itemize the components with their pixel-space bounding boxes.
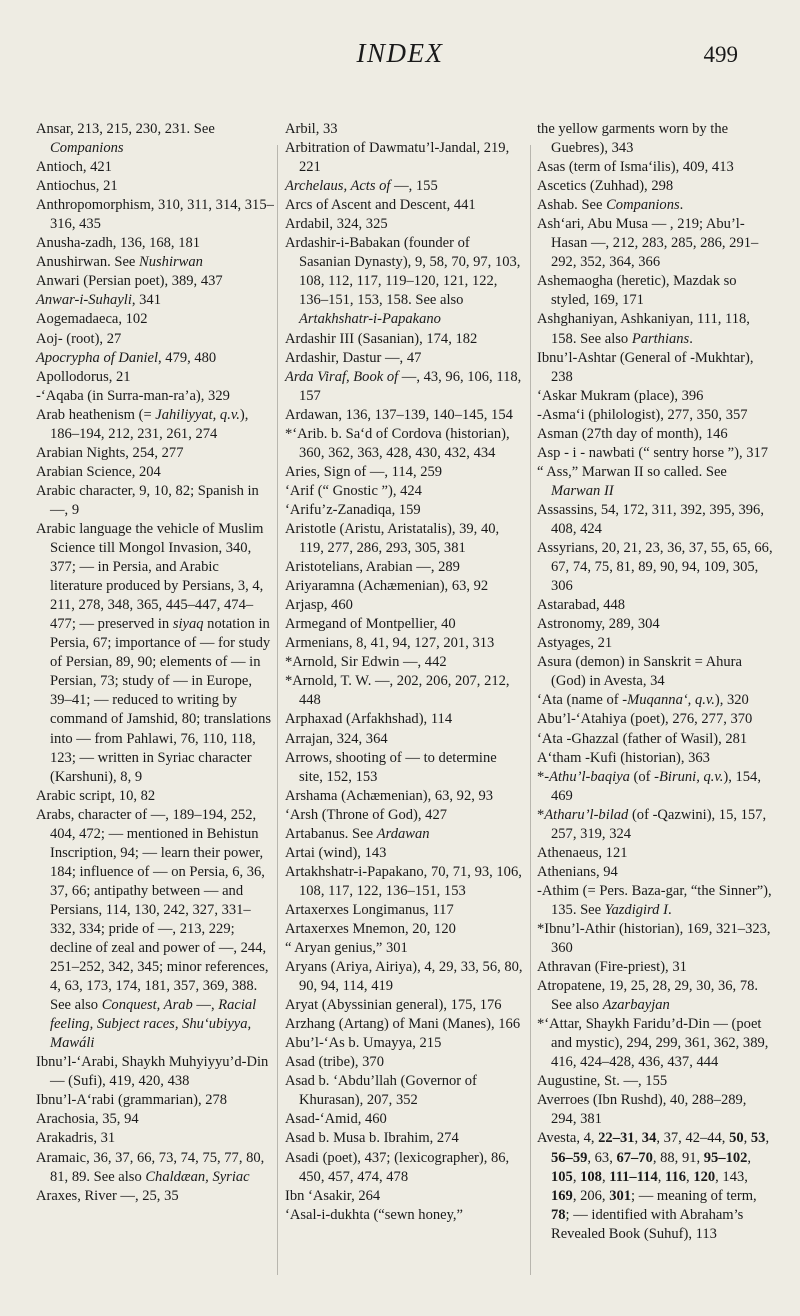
index-entry: Ashghaniyan, Ashkaniyan, 111, 118, 158. See also Parthians. [537,311,750,347]
index-entry: Asad b. ‘Abdu’llah (Governor of Khurasan), 207, 352 [285,1073,477,1109]
index-entry: Asad (tribe), 370 [285,1054,384,1071]
index-entry: Arabian Science, 204 [36,463,161,480]
index-entry: Ash‘ari, Abu Musa — , 219; Abu’l-Hasan —, 212, 283, 285, 286, 291–292, 352, 364, 366 [537,216,759,271]
index-entry: the yellow garments worn by the Guebres), 343 [537,121,729,157]
index-entry: Anusha-zadh, 136, 168, 181 [36,235,201,252]
index-entry: Ascetics (Zuhhad), 298 [537,178,674,195]
index-entry: Asad-‘Amid, 460 [285,1111,387,1128]
index-entry: “ Aryan genius,” 301 [285,940,408,957]
index-entry: Arachosia, 35, 94 [36,1111,139,1128]
index-entry: Antiochus, 21 [36,178,118,195]
index-entry: Athenians, 94 [537,863,618,880]
index-entry: Aries, Sign of —, 114, 259 [285,463,443,480]
index-entry: ‘Arif (“ Gnostic ”), 424 [285,482,422,499]
column-divider [277,145,278,1275]
index-entry: ‘Askar Mukram (place), 396 [537,387,704,404]
index-entry: ‘Arifu’z-Zanadiqa, 159 [285,501,421,518]
index-entry: Anushirwan. See Nushirwan [36,254,203,271]
index-entry: Aogemadaeca, 102 [36,311,148,328]
index-entry: Aryat (Abyssinian general), 175, 176 [285,997,502,1014]
index-entry: Athenaeus, 121 [537,844,628,861]
index-entry: Arbil, 33 [285,121,338,137]
index-entry: Astarabad, 448 [537,597,626,614]
index-entry: Ardawan, 136, 137–139, 140–145, 154 [285,406,513,423]
index-entry: *-Athu’l-baqiya (of -Biruni, q.v.), 154, 469 [537,768,761,804]
index-entry: Artaxerxes Mnemon, 20, 120 [285,920,456,937]
index-entry: Ansar, 213, 215, 230, 231. See Companions [36,121,215,157]
index-entry: Ibnu’l-‘Arabi, Shaykh Muhyiyyu’d-Din — (Sufi), 419, 420, 438 [36,1054,269,1090]
index-entry: ‘Arsh (Throne of God), 427 [285,806,447,823]
index-entry: -Athim (= Pers. Baza-gar, “the Sinner”), 135. See Yazdigird I. [537,882,772,918]
index-entry: Asman (27th day of month), 146 [537,425,728,442]
index-entry: Ardashir, Dastur —, 47 [285,349,422,366]
index-entry: *‘Attar, Shaykh Faridu’d-Din — (poet and mystic), 294, 299, 361, 362, 389, 416, 424–428, 436, 437, 444 [537,1016,769,1071]
index-entry: Apocrypha of Daniel, 479, 480 [36,349,217,366]
index-entry: Atropatene, 19, 25, 28, 29, 30, 36, 78. See also Azarbayjan [537,978,759,1014]
index-entry: Astronomy, 289, 304 [537,616,660,633]
index-entry: Aramaic, 36, 37, 66, 73, 74, 75, 77, 80, 81, 89. See also Chaldæan, Syriac [36,1149,265,1185]
index-column-2 [285,120,523,1225]
index-entry: Artakhshatr-i-Papakano, 70, 71, 93, 106, 108, 117, 122, 136–151, 153 [285,863,522,899]
index-entry: Arrows, shooting of — to determine site, 152, 153 [285,749,497,785]
index-entry: Arshama (Achæmenian), 63, 92, 93 [285,787,494,804]
index-entry: Arda Viraf, Book of —, 43, 96, 106, 118, 157 [285,368,522,404]
index-entry: *Atharu’l-bilad (of -Qazwini), 15, 157, 257, 319, 324 [537,806,767,842]
index-entry: Arabian Nights, 254, 277 [36,444,184,461]
index-entry: Anwari (Persian poet), 389, 437 [36,273,223,290]
index-entry: Arab heathenism (= Jahiliyyat, q.v.), 186–194, 212, 231, 261, 274 [36,406,249,442]
page-header [0,36,800,76]
index-entry: “ Ass,” Marwan II so called. See Marwan II [537,463,727,499]
index-entry: Ibnu’l-Ashtar (General of -Mukhtar), 238 [537,349,754,385]
index-entry: Armegand of Montpellier, 40 [285,616,456,633]
index-entry: A‘tham -Kufi (historian), 363 [537,749,710,766]
index-entry: Ibn ‘Asakir, 264 [285,1187,381,1204]
index-entry: Arbitration of Dawmatu’l-Jandal, 219, 221 [285,140,510,176]
index-entry: Arjasp, 460 [285,597,353,614]
index-entry: Antioch, 421 [36,159,112,176]
index-entry: Arabic character, 9, 10, 82; Spanish in —, 9 [36,482,259,518]
index-entry: Ashab. See Companions. [537,197,684,214]
index-entry: Asad b. Musa b. Ibrahim, 274 [285,1130,459,1147]
index-entry: Aryans (Ariya, Airiya), 4, 29, 33, 56, 80, 90, 94, 114, 419 [285,959,523,995]
index-entry: Araxes, River —, 25, 35 [36,1187,179,1204]
index-entry: Abu’l-‘As b. Umayya, 215 [285,1035,442,1052]
index-entry: Ardashir III (Sasanian), 174, 182 [285,330,478,347]
index-entry: Archelaus, Acts of —, 155 [285,178,438,195]
index-entry: Ashemaogha (heretic), Mazdak so styled, 169, 171 [537,273,737,309]
index-entry: Arabs, character of —, 189–194, 252, 404, 472; — mentioned in Behistun Inscription, 94; — learn their power, 184; influence of — on Persia, 6, 36, 37, 66; antipathy between — and Persians, 114, 130, 242, 327, 331–332, 334; pride of —, 213, 229; decline of zeal and power of —, 244, 251–252, 342, 345; minor references, 4, 63, 173, 174, 181, 357, 369, 388. See also Conquest, Arab —, Racial feeling, Subject races, Shu‘ubiyya, Mawáli [36,806,269,1052]
index-entry: Aristotle (Aristu, Aristatalis), 39, 40, 119, 277, 286, 293, 305, 381 [285,520,500,557]
index-entry: Arabic language the vehicle of Muslim Science till Mongol Invasion, 340, 377; — in Persia, and Arabic literature produced by Persians, 3, 4, 211, 278, 348, 365, 445–447, 474–477; — preserved in siyaq notation in Persia, 67; importance of — for study of Persian, 89, 90; elements of — in Persian, 73; study of — in Europe, 39–41; — reduced to writing by command of Jamshid, 80; translations into — from Pahlawi, 76, 110, 118, 123; — written in Syriac character (Karshuni), 8, 9 [36,520,272,785]
index-entry: *‘Arib. b. Sa‘d of Cordova (historian), 360, 362, 363, 428, 430, 432, 434 [285,425,510,461]
index-entry: Ardashir-i-Babakan (founder of Sasanian Dynasty), 9, 58, 70, 97, 103, 108, 112, 117, 119–120, 121, 122, 136–151, 153, 158. See also Artakhshatr-i-Papakano [285,235,521,328]
index-entry: Ardabil, 324, 325 [285,216,388,233]
index-entry: Anthropomorphism, 310, 311, 314, 315–316, 435 [36,197,274,233]
index-entry: Anwar-i-Suhayli, 341 [36,292,161,309]
index-entry: Arrajan, 324, 364 [285,730,388,747]
index-entry: Augustine, St. —, 155 [537,1073,668,1090]
index-entry: Asp - i - nawbati (“ sentry horse ”), 317 [537,444,769,461]
index-entry: *Arnold, Sir Edwin —, 442 [285,654,447,671]
index-entry: Artabanus. See Ardawan [285,825,430,842]
column-divider [530,145,531,1275]
index-entry: Athravan (Fire-priest), 31 [537,959,687,976]
index-entry: Arakadris, 31 [36,1130,116,1147]
index-entry: Avesta, 4, 22–31, 34, 37, 42–44, 50, 53, 56–59, 63, 67–70, 88, 91, 95–102, 105, 108, 111–114, 116, 120, 143, 169, 206, 301; — meaning of term, 78; — identified with Abraham’s Revealed Book (Suhuf), 113 [537,1130,770,1242]
index-column-1 [36,120,274,1206]
running-head: INDEX [356,38,444,68]
index-entry: Arcs of Ascent and Descent, 441 [285,197,476,214]
index-entry: Arphaxad (Arfakhshad), 114 [285,711,453,728]
index-entry: ‘Ata (name of -Muqanna‘, q.v.), 320 [537,692,749,709]
index-entry: ‘Ata -Ghazzal (father of Wasil), 281 [537,730,748,747]
index-entry: Abu’l-‘Atahiya (poet), 276, 277, 370 [537,711,753,728]
index-entry: Arabic script, 10, 82 [36,787,156,804]
index-entry: -Asma‘i (philologist), 277, 350, 357 [537,406,748,423]
index-entry: Asadi (poet), 437; (lexicographer), 86, 450, 457, 474, 478 [285,1149,510,1185]
index-entry: -‘Aqaba (in Surra-man-ra’a), 329 [36,387,230,404]
index-entry: Arzhang (Artang) of Mani (Manes), 166 [285,1016,521,1033]
index-entry: *Arnold, T. W. —, 202, 206, 207, 212, 448 [285,673,510,709]
index-entry: Assyrians, 20, 21, 23, 36, 37, 55, 65, 66, 67, 74, 75, 81, 89, 90, 94, 109, 305, 306 [537,540,773,595]
index-entry: Artai (wind), 143 [285,844,387,861]
index-entry: Armenians, 8, 41, 94, 127, 201, 313 [285,635,495,652]
index-entry: Astyages, 21 [537,635,613,652]
index-entry: ‘Asal-i-dukhta (“sewn honey,” [285,1206,464,1223]
page-number: 499 [703,42,738,67]
index-entry: Artaxerxes Longimanus, 117 [285,901,454,918]
index-entry: Aoj- (root), 27 [36,330,122,347]
index-entry: Ariyaramna (Achæmenian), 63, 92 [285,578,489,595]
index-entry: Averroes (Ibn Rushd), 40, 288–289, 294, 381 [537,1092,747,1128]
index-column-3 [537,120,775,1244]
index-entry: Apollodorus, 21 [36,368,131,385]
index-entry: Aristotelians, Arabian —, 289 [285,559,460,576]
index-entry: Asas (term of Isma‘ilis), 409, 413 [537,159,734,176]
index-entry: Ibnu’l-A‘rabi (grammarian), 278 [36,1092,228,1109]
index-entry: Asura (demon) in Sanskrit = Ahura (God) in Avesta, 34 [537,654,742,690]
index-entry: *Ibnu’l-Athir (historian), 169, 321–323, 360 [537,920,771,957]
index-entry: Assassins, 54, 172, 311, 392, 395, 396, 408, 424 [537,501,764,537]
